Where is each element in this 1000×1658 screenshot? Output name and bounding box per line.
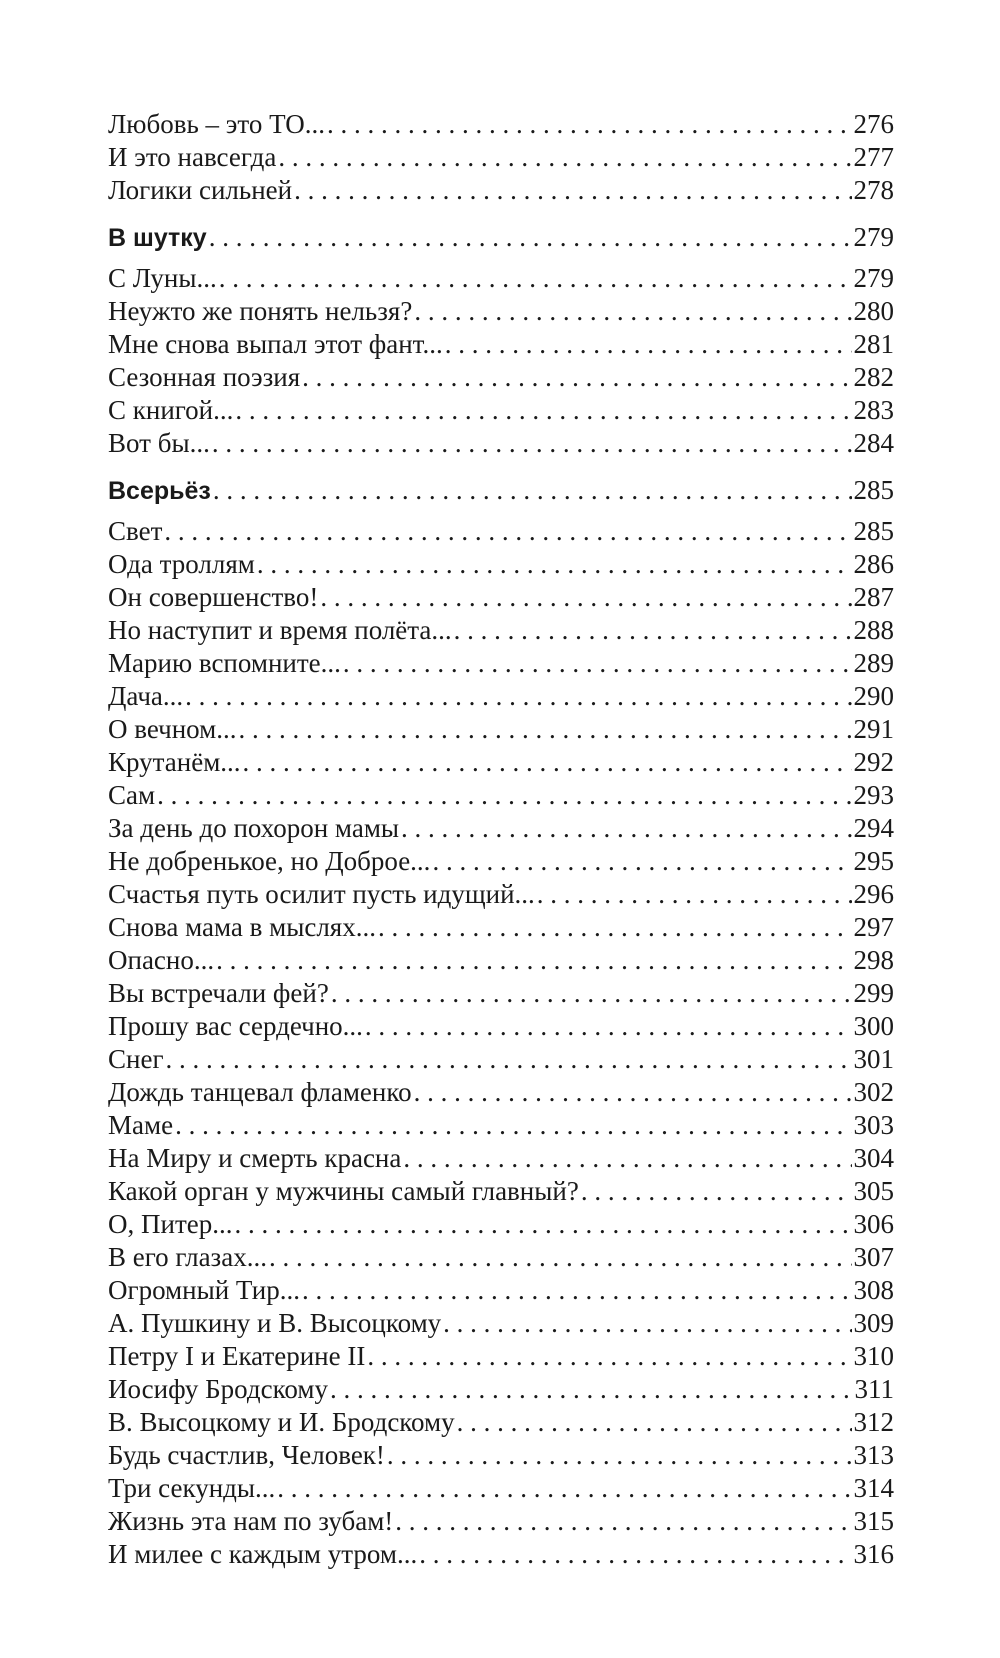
toc-entry-page-number: 276 <box>853 109 894 139</box>
toc-entry-title: Три секунды... <box>108 1473 276 1503</box>
dot-leader <box>157 779 851 812</box>
toc-entry[interactable] <box>108 614 894 647</box>
toc-entry[interactable] <box>108 1439 894 1472</box>
toc-entry-page-number: 312 <box>853 1407 894 1437</box>
dot-leader <box>365 1010 852 1043</box>
dot-leader <box>219 262 852 295</box>
toc-entry-title: И милее с каждым утром... <box>108 1539 418 1569</box>
toc-entry-title: Жизнь эта нам по зубам! <box>108 1506 394 1536</box>
toc-entry-title: Иосифу Бродскому <box>108 1374 328 1404</box>
toc-entry[interactable] <box>108 361 894 394</box>
dot-leader <box>457 1406 852 1439</box>
toc-entry[interactable] <box>108 1406 894 1439</box>
toc-entry-title: Но наступит и время полёта... <box>108 615 452 645</box>
toc-entry-page-number: 294 <box>853 813 894 843</box>
toc-entry-page-number: 307 <box>853 1242 894 1272</box>
dot-leader <box>445 328 852 361</box>
toc-entry[interactable] <box>108 1538 894 1571</box>
toc-entry-page-number: 295 <box>853 846 894 876</box>
toc-entry[interactable] <box>108 1175 894 1208</box>
toc-entry[interactable] <box>108 581 894 614</box>
toc-entry[interactable] <box>108 548 894 581</box>
dot-leader <box>327 108 852 141</box>
dot-leader <box>213 474 852 507</box>
toc-entry[interactable] <box>108 845 894 878</box>
toc-entry[interactable] <box>108 1505 894 1538</box>
toc-entry[interactable] <box>108 1307 894 1340</box>
dot-leader <box>387 1439 852 1472</box>
toc-entry-title: Петру I и Екатерине II <box>108 1341 366 1371</box>
toc-entry-page-number: 292 <box>853 747 894 777</box>
toc-entry-title: Ода троллям <box>108 549 255 579</box>
dot-leader <box>185 680 851 713</box>
toc-entry-page-number: 281 <box>853 329 894 359</box>
toc-entry-page-number: 297 <box>853 912 894 942</box>
dot-leader <box>175 1109 851 1142</box>
toc-entry-title: Снег <box>108 1044 164 1074</box>
toc-entry-title: Неужто же понять нельзя? <box>108 296 413 326</box>
toc-entry-title: Крутанём... <box>108 747 241 777</box>
dot-leader <box>331 977 852 1010</box>
toc-entry-page-number: 301 <box>853 1044 894 1074</box>
dot-leader <box>243 746 852 779</box>
toc-entry[interactable] <box>108 878 894 911</box>
toc-entry-title: Огромный Тир... <box>108 1275 300 1305</box>
toc-entry-title: Счастья путь осилит пусть идущий... <box>108 879 535 909</box>
toc-entry-title: С книгой... <box>108 395 234 425</box>
dot-leader <box>216 944 851 977</box>
toc-entry-title: Сезонная поэзия <box>108 362 301 392</box>
dot-leader <box>278 141 851 174</box>
dot-leader <box>209 221 852 254</box>
toc-entry-title: Мне снова выпал этот фант... <box>108 329 443 359</box>
toc-entry-page-number: 299 <box>853 978 894 1008</box>
toc-section-heading[interactable] <box>108 474 894 507</box>
dot-leader <box>403 1142 851 1175</box>
toc-entry-title: Сам <box>108 780 156 810</box>
toc-entry[interactable] <box>108 911 894 944</box>
toc-entry-page-number: 285 <box>853 475 894 505</box>
toc-entry-page-number: 290 <box>853 681 894 711</box>
toc-entry-title: А. Пушкину и В. Высоцкому <box>108 1308 442 1338</box>
toc-entry-page-number: 278 <box>853 175 894 205</box>
toc-entry-title: Свет <box>108 516 163 546</box>
dot-leader <box>257 548 852 581</box>
toc-entry[interactable] <box>108 1010 894 1043</box>
toc-entry[interactable] <box>108 812 894 845</box>
toc-entry-page-number: 306 <box>853 1209 894 1239</box>
toc-entry-title: В его глазах... <box>108 1242 267 1272</box>
toc-entry-page-number: 283 <box>853 395 894 425</box>
dot-leader <box>378 911 852 944</box>
toc-entry-page-number: 314 <box>853 1473 894 1503</box>
toc-entry[interactable] <box>108 746 894 779</box>
dot-leader <box>414 295 851 328</box>
toc-entry-page-number: 285 <box>853 516 894 546</box>
toc-entry[interactable] <box>108 1373 894 1406</box>
dot-leader <box>239 713 852 746</box>
dot-leader <box>234 1208 851 1241</box>
toc-entry-page-number: 286 <box>853 549 894 579</box>
toc-entry-page-number: 316 <box>853 1539 894 1569</box>
toc-entry-page-number: 308 <box>853 1275 894 1305</box>
toc-entry[interactable] <box>108 515 894 548</box>
toc-entry[interactable] <box>108 647 894 680</box>
dot-leader <box>454 614 852 647</box>
toc-entry-page-number: 310 <box>853 1341 894 1371</box>
toc-entry[interactable] <box>108 1340 894 1373</box>
toc-entry-title: Будь счастлив, Человек! <box>108 1440 385 1470</box>
toc-entry-title: Марию вспомните... <box>108 648 341 678</box>
toc-entry-title: Вы встречали фей? <box>108 978 329 1008</box>
toc-entry[interactable] <box>108 141 894 174</box>
toc-entry-page-number: 284 <box>853 428 894 458</box>
toc-entry[interactable] <box>108 1076 894 1109</box>
toc-entry-page-number: 280 <box>853 296 894 326</box>
toc-entry-page-number: 291 <box>853 714 894 744</box>
dot-leader <box>166 1043 852 1076</box>
toc-entry-title: Любовь – это ТО... <box>108 109 325 139</box>
dot-leader <box>164 515 851 548</box>
table-of-contents <box>108 108 894 1571</box>
toc-entry-page-number: 288 <box>853 615 894 645</box>
toc-entry-page-number: 287 <box>853 582 894 612</box>
toc-entry[interactable] <box>108 1142 894 1175</box>
dot-leader <box>212 427 852 460</box>
toc-entry-title: О, Питер... <box>108 1209 233 1239</box>
toc-entry[interactable] <box>108 394 894 427</box>
toc-entry-title: Снова мама в мыслях... <box>108 912 376 942</box>
toc-entry[interactable] <box>108 1241 894 1274</box>
toc-entry-title: Дождь танцевал фламенко <box>108 1077 412 1107</box>
dot-leader <box>302 361 851 394</box>
toc-entry[interactable] <box>108 944 894 977</box>
dot-leader <box>343 647 852 680</box>
toc-entry-title: О вечном... <box>108 714 237 744</box>
toc-entry-title: За день до похорон мамы <box>108 813 400 843</box>
toc-entry-title: На Миру и смерть красна <box>108 1143 402 1173</box>
toc-entry[interactable] <box>108 1472 894 1505</box>
toc-entry[interactable] <box>108 713 894 746</box>
dot-leader <box>294 174 851 207</box>
toc-entry[interactable] <box>108 1043 894 1076</box>
toc-entry[interactable] <box>108 295 894 328</box>
toc-entry-page-number: 303 <box>853 1110 894 1140</box>
toc-entry-title: С Луны... <box>108 263 217 293</box>
dot-leader <box>269 1241 852 1274</box>
toc-section-heading[interactable] <box>108 221 894 254</box>
toc-entry[interactable] <box>108 779 894 812</box>
dot-leader <box>277 1472 851 1505</box>
toc-entry-page-number: 293 <box>853 780 894 810</box>
dot-leader <box>537 878 852 911</box>
toc-entry-title: В. Высоцкому и И. Бродскому <box>108 1407 455 1437</box>
toc-entry-page-number: 296 <box>853 879 894 909</box>
toc-entry-page-number: 300 <box>853 1011 894 1041</box>
toc-entry-page-number: 298 <box>853 945 894 975</box>
toc-entry-page-number: 315 <box>853 1506 894 1536</box>
dot-leader <box>432 845 851 878</box>
toc-entry[interactable] <box>108 174 894 207</box>
dot-leader <box>419 1538 851 1571</box>
toc-entry-page-number: 305 <box>853 1176 894 1206</box>
toc-entry-title: Маме <box>108 1110 174 1140</box>
toc-entry-title: Опасно... <box>108 945 215 975</box>
toc-entry[interactable] <box>108 977 894 1010</box>
dot-leader <box>320 581 851 614</box>
toc-entry-title: Какой орган у мужчины самый главный? <box>108 1176 579 1206</box>
toc-entry[interactable] <box>108 262 894 295</box>
toc-entry-page-number: 282 <box>853 362 894 392</box>
toc-entry-title: Дача... <box>108 681 184 711</box>
toc-entry-title: В шутку <box>108 224 207 252</box>
toc-entry-title: И это навсегда <box>108 142 277 172</box>
dot-leader <box>401 812 851 845</box>
toc-entry-page-number: 289 <box>853 648 894 678</box>
toc-entry-page-number: 309 <box>853 1308 894 1338</box>
toc-entry[interactable] <box>108 427 894 460</box>
toc-entry-page-number: 279 <box>853 222 894 252</box>
dot-leader <box>302 1274 852 1307</box>
toc-entry-title: Вот бы... <box>108 428 210 458</box>
toc-entry-page-number: 302 <box>853 1077 894 1107</box>
dot-leader <box>395 1505 851 1538</box>
toc-entry-title: Не добренькое, но Доброе... <box>108 846 431 876</box>
toc-entry[interactable] <box>108 1208 894 1241</box>
dot-leader <box>581 1175 852 1208</box>
toc-entry-title: Всерьёз <box>108 477 211 505</box>
dot-leader <box>330 1373 853 1406</box>
toc-entry-title: Логики сильней <box>108 175 293 205</box>
toc-entry-page-number: 277 <box>853 142 894 172</box>
toc-entry[interactable] <box>108 1274 894 1307</box>
toc-entry-page-number: 313 <box>853 1440 894 1470</box>
dot-leader <box>443 1307 851 1340</box>
toc-entry[interactable] <box>108 1109 894 1142</box>
dot-leader <box>367 1340 851 1373</box>
toc-entry[interactable] <box>108 328 894 361</box>
toc-entry-page-number: 279 <box>853 263 894 293</box>
dot-leader <box>235 394 851 427</box>
toc-entry-title: Прошу вас сердечно... <box>108 1011 363 1041</box>
toc-entry[interactable] <box>108 680 894 713</box>
toc-entry-page-number: 304 <box>853 1143 894 1173</box>
toc-entry-title: Он совершенство! <box>108 582 319 612</box>
toc-entry-page-number: 311 <box>854 1374 894 1404</box>
toc-entry[interactable] <box>108 108 894 141</box>
dot-leader <box>414 1076 852 1109</box>
